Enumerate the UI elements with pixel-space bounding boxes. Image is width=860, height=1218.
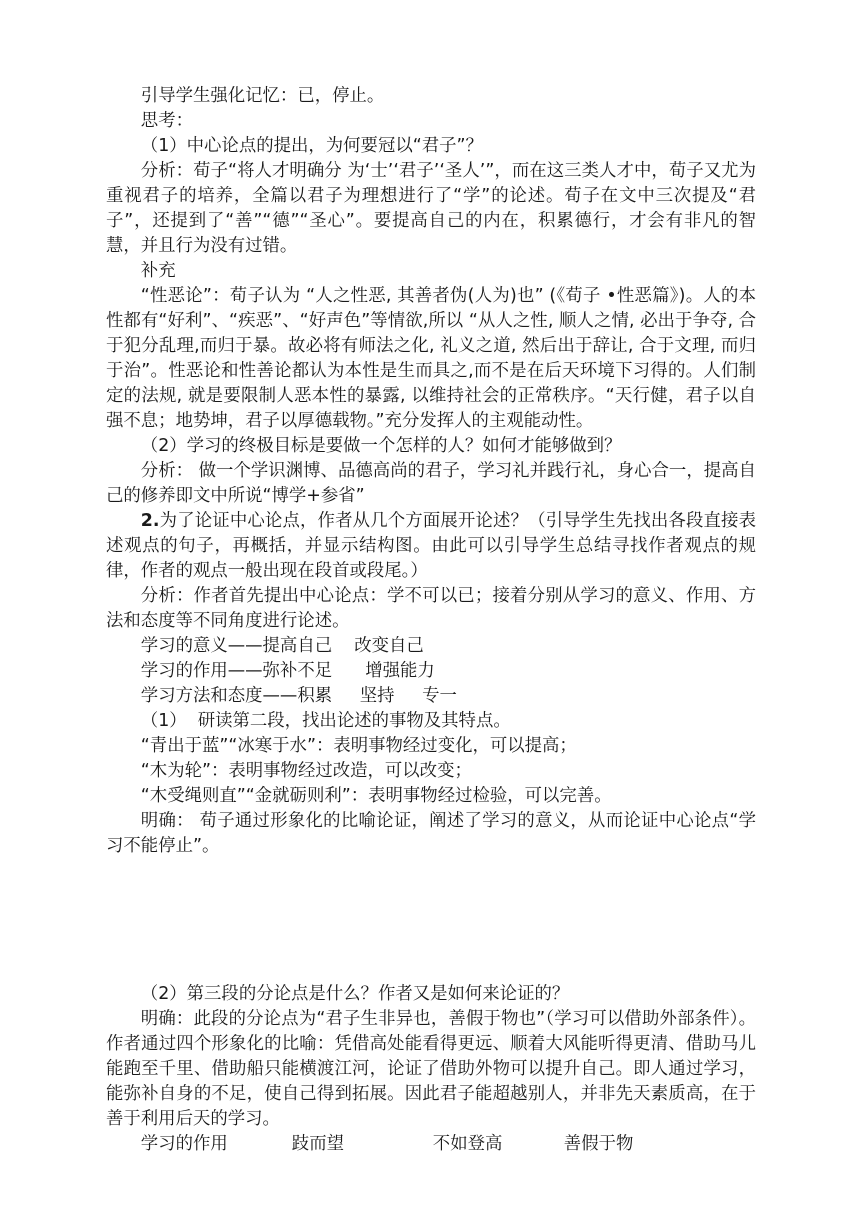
function-row	[106, 1132, 756, 1157]
question-number: 2.	[140, 511, 160, 531]
clarify-1: 明确： 荀子通过形象化的比喻论证，阐述了学习的意义，从而论证中心论点“学习不能停止”。	[106, 811, 756, 856]
question-structure	[106, 509, 756, 584]
document-page	[106, 84, 756, 1157]
clarify-2: 明确：此段的分论点为“君子生非异也，善假于物也”（学习可以借助外部条件）。作者通过四个形象化的比喻：凭借高处能看得更远、顺着大风能听得更清、借助马儿能跑至千里、借助船只能横渡江河，论证了借助外物可以提升自己。即人通过学习，能弥补自身的不足，使自己得到拓展。因此君子能超越别人，并非先天素质高，在于善于利用后天的学习。	[106, 1009, 756, 1129]
example-3: “木受绳则直”“金就砺则利”：表明事物经过检验，可以完善。	[140, 786, 612, 806]
blank-gap	[106, 859, 756, 982]
example-1: “青出于蓝”“冰寒于水”：表明事物经过变化，可以提高；	[140, 736, 577, 756]
reminder-paragraph: 引导学生强化记忆：已，停止。	[140, 86, 385, 106]
analysis-structure: 分析：作者首先提出中心论点：学不可以已；接着分别从学习的意义、作用、方法和态度等不同角度进行论述。	[106, 586, 756, 631]
sub-question-1: （1） 研读第二段，找出论述的事物及其特点。	[140, 711, 511, 731]
function-row-cell-3: 不如登高	[432, 1134, 503, 1154]
function-row-cell-2: 跂而望	[291, 1134, 344, 1154]
analysis-2: 分析： 做一个学识渊博、品德高尚的君子，学习礼并践行礼，身心合一，提高自己的修养即文中所说“博学+参省”	[106, 461, 756, 506]
function-row-cell-4: 善假于物	[563, 1134, 634, 1154]
example-2: “木为轮”：表明事物经过改造，可以改变；	[140, 761, 472, 781]
structure-line-method: 学习方法和态度——积累 坚持 专一	[140, 686, 457, 706]
question-1: （1）中心论点的提出，为何要冠以“君子”？	[140, 136, 483, 156]
supplement-label: 补充	[140, 261, 176, 281]
structure-line-function: 学习的作用——弥补不足 增强能力	[140, 661, 435, 681]
thinking-label: 思考：	[140, 111, 193, 131]
sub-question-2: （2）第三段的分论点是什么？作者又是如何来论证的？	[140, 984, 570, 1004]
question-structure-text: 为了论证中心论点，作者从几个方面展开论述？（引导学生先找出各段直接表述观点的句子，再概括，并显示结构图。由此可以引导学生总结寻找作者观点的规律，作者的观点一般出现在段首或段尾。）	[106, 511, 756, 581]
question-2: （2）学习的终极目标是要做一个怎样的人？如何才能够做到？	[140, 436, 622, 456]
structure-line-meaning: 学习的意义——提高自己 改变自己	[140, 636, 424, 656]
supplement-text: “性恶论”：荀子认为 “人之性恶, 其善者伪(人为)也” (《荀子 •性恶篇》)。人的本性都有“好利”、“疾恶”、“好声色”等情欲,所以 “从人之性, 顺人之情, 必出于争夺, 合于犯分乱理,而归于暴。故必将有师法之化, 礼义之道, 然后出于辞让, 合于文理, 而归于治”。性恶论和性善论都认为本性是生而具之,而不是在后天环境下习得的。人们制定的法规, 就是要限制人恶本性的暴露, 以维持社会的正常秩序。“天行健，君子以自强不息；地势坤，君子以厚德载物。”充分发挥人的主观能动性。	[106, 286, 756, 431]
function-row-cell-1: 学习的作用	[140, 1134, 228, 1154]
analysis-1: 分析：荀子“将人才明确分 为‘士’‘君子’‘圣人’”，而在这三类人才中，荀子又尤为重视君子的培养，全篇以君子为理想进行了“学”的论述。荀子在文中三次提及“君子”，还提到了“善”“德”“圣心”。要提高自己的内在，积累德行，才会有非凡的智慧，并且行为没有过错。	[106, 161, 756, 256]
